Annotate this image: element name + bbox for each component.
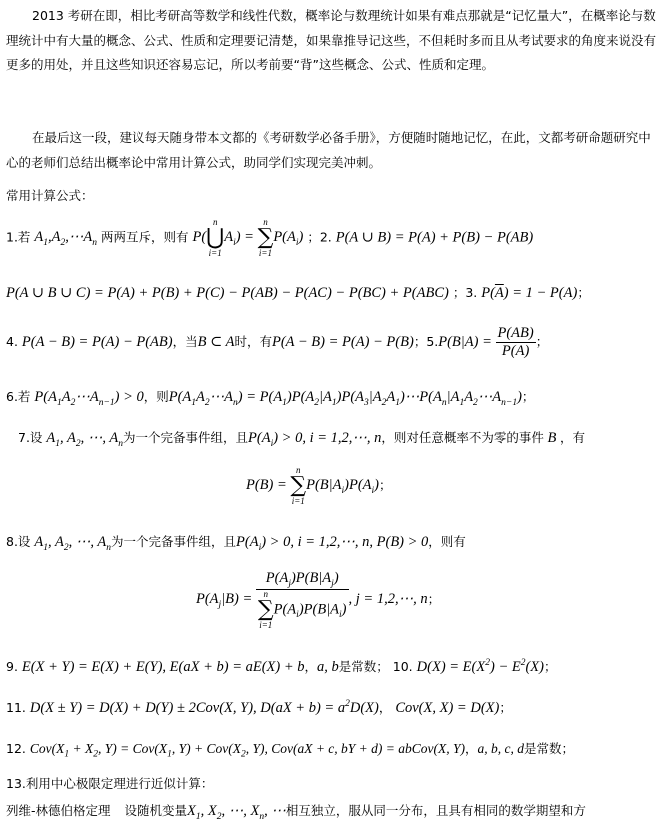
formula-7-events: $A_1$, $A_2$, ⋯, $A_n$: [46, 430, 123, 449]
formula-2: P(A ∪ B) = P(A) + P(B) − P(AB): [335, 229, 534, 246]
total-probability: P(B) = n ∑ i=1 $P(B|A_i)P(A_i)$: [246, 465, 380, 506]
formula-7-label: 7.设: [18, 430, 43, 445]
formula-line-8: [6, 532, 466, 553]
formula-12: $Cov(X_1 + X_2$, $Y) = Cov(X_1$, $Y) + Cov(X_2$, Y), Cov(aX + c, bY + d) = abCov(X, Y): [29, 741, 466, 760]
section-heading: 常用计算公式：: [6, 188, 94, 203]
formula-12-label: 12.: [6, 741, 26, 756]
formula-8-text-2: ，则有: [428, 534, 466, 549]
formula-7-cond: $P(A_i) > 0$, i = 1,2,⋯, n: [248, 430, 382, 449]
lindeberg-line: [6, 801, 586, 822]
formula-7-text-2: ，则对任意概率不为零的事件: [381, 430, 544, 445]
formula-7-display: P(B) = n ∑ i=1 $P(B|A_i)P(A_i)$；: [246, 465, 392, 506]
formula-7-text-3: ，有: [560, 430, 586, 445]
formula-3-label: ；3.: [452, 285, 478, 300]
formula-6-label: 6.若: [6, 389, 31, 404]
formula-line-1: [6, 218, 533, 258]
formula-1-condition: 两两互斥，则有: [100, 229, 189, 245]
formula-9: E(X + Y) = E(X) + E(Y), E(aX + b) = aE(X) + b: [21, 659, 305, 675]
formula-6-text: ，则: [143, 389, 169, 404]
formula-line-3: 4. P(A − B) = P(A) − P(AB)，当B ⊂ A时，有P(A − B) = P(A) − P(B)；5.P(B|A) = $\frac{P(AB)}{P(A)}$ ；: [6, 325, 549, 359]
formula-11b: Cov(X, X) = D(X): [395, 700, 500, 716]
formula-10: $D(X) = E(X^2) - E^2(X)$: [416, 658, 544, 675]
formula-9-label: 9.: [6, 659, 18, 674]
formula-1-label: 1.若: [6, 229, 31, 245]
formula-6-cond: $P(A_1A_2\cdots A_{n-1}) > 0$: [34, 389, 144, 408]
formula-11: D(X ± Y) = D(X) + D(Y) ± 2Cov(X, Y), $D(aX + b) = a^2D(X)$: [29, 699, 379, 716]
formula-1-union: P( n ⋃ i=1 $A_i$) = n ∑ i=1 $P(A_i)$: [192, 217, 304, 258]
intro-text-2: 在最后这一段，建议每天随身带本文都的《考研数学必备手册》，方便随时随地记忆，在此，文都考研命题研究中心的老师们总结出概率论中常用计算公式，助同学们实现完美冲刺。: [6, 130, 651, 170]
formula-4-label: 4.: [6, 333, 18, 349]
intro-paragraph-2: [6, 126, 656, 175]
formula-1-events: $A_1,A_2,\cdots A_n$: [34, 229, 97, 249]
formula-12-consts: a, b, c, d: [477, 741, 525, 756]
formula-2-label: ；2.: [307, 229, 332, 245]
lindeberg-tail: 相互独立，服从同一分布，且具有相同的数学期望和方: [285, 803, 586, 818]
formula-line-13: 13.利用中心极限定理进行近似计算：: [6, 776, 214, 791]
formula-4a: P(A − B) = P(A) − P(AB): [21, 333, 173, 350]
lindeberg-title: 列维-林德伯格定理: [6, 803, 111, 818]
formula-8-cond: $P(A_i) > 0$, i = 1,2,⋯, n, P(B) > 0: [236, 534, 429, 553]
formula-8-display: $P(A_j|B)$ = $P(A_j)P(B|A_j)$ n ∑ i=1 $P(A_i)P(B|A_i)$ , j = 1,2,⋯, n；: [196, 570, 441, 630]
formula-5-label: ；5.: [413, 333, 439, 349]
formula-11-label: 11.: [6, 700, 26, 715]
formula-line-12: 12. $Cov(X_1 + X_2$, $Y) = Cov(X_1$, $Y) + Cov(X_2$, Y), Cov(aX + c, bY + d) = abCov(X, Y)，a, b, c, d是常数；: [6, 741, 575, 760]
formula-7-event-b: B: [543, 430, 561, 446]
intro-paragraph-1: [6, 4, 656, 78]
formula-12-text: 是常数；: [524, 741, 575, 756]
formula-line-7: [18, 428, 585, 449]
formula-2b: P(A ∪ B ∪ C) = P(A) + P(B) + P(C) − P(AB) − P(AC) − P(BC) + P(ABC): [6, 285, 449, 301]
formula-6: $P(A_1A_2\cdots A_n)$ = $P(A_1)P(A_2|A_1)P(A_3|A_2A_1)\cdots P(A_n|A_1A_2\cdots A_{n-1})$: [168, 389, 522, 408]
formula-7-text-1: 为一个完备事件组，且: [123, 430, 249, 445]
formula-8-label: 8.设: [6, 534, 31, 549]
intro-text-1: 2013 考研在即，相比考研高等数学和线性代数，概率论与数理统计如果有难点那就是“记忆量大”，在概率论与数理统计中有大量的概念、公式、性质和定理要记清楚，如果靠推导记这些，不但耗时多而且从考试要求的角度来说没有更多的用处，并且这些知识还容易忘记，所以考前要“背”这些概念、公式、性质和定理。: [6, 8, 657, 72]
formula-9-text: 是常数；: [338, 659, 389, 674]
formula-3: $P(\overline{A}) = 1 - P(A)$: [481, 285, 578, 301]
formula-line-9: 9. E(X + Y) = E(X) + E(Y), E(aX + b) = aE(X) + b，a, b是常数； 10. $D(X) = E(X^2) - E^2(X)$；: [6, 658, 557, 675]
bayes-formula: $P(A_j|B)$ = $P(A_j)P(B|A_j)$ n ∑ i=1 $P(A_i)P(B|A_i)$ , j = 1,2,⋯, n: [196, 570, 428, 630]
formula-9-consts: a, b: [317, 659, 339, 675]
formula-line-6: 6.若 $P(A_1A_2\cdots A_{n-1}) > 0$，则$P(A_1A_2\cdots A_n)$ = $P(A_1)P(A_2|A_1)P(A_3|A_2A_1)\cdots P(A_n|A_1A_2\cdots A_{n-1})$；: [6, 389, 535, 408]
formula-line-11: 11. D(X ± Y) = D(X) + D(Y) ± 2Cov(X, Y), $D(aX + b) = a^2D(X)$， Cov(X, X) = D(X)；: [6, 699, 512, 716]
formula-4-text-2: 时，有: [234, 333, 272, 349]
formula-5: P(B|A) = $\frac{P(AB)}{P(A)}$: [438, 325, 534, 359]
formula-4-text-1: ，当: [172, 333, 198, 349]
lindeberg-text: 设随机变量: [124, 803, 188, 818]
formula-8-events: $A_1$, $A_2$, ⋯, $A_n$: [34, 534, 111, 553]
formula-line-2: P(A ∪ B ∪ C) = P(A) + P(B) + P(C) − P(AB) − P(AC) − P(BC) + P(ABC) ；3. $P(\overline{A}) = 1 - P(A)$；: [6, 285, 590, 301]
formula-4-subset: B ⊂ A: [197, 333, 235, 350]
formula-4b: P(A − B) = P(A) − P(B): [271, 333, 414, 350]
formula-8-text-1: 为一个完备事件组，且: [111, 534, 237, 549]
formula-10-label: 10.: [392, 659, 413, 674]
lindeberg-vars: $X_1$, $X_2$, ⋯, $X_n$, ⋯: [187, 803, 286, 822]
